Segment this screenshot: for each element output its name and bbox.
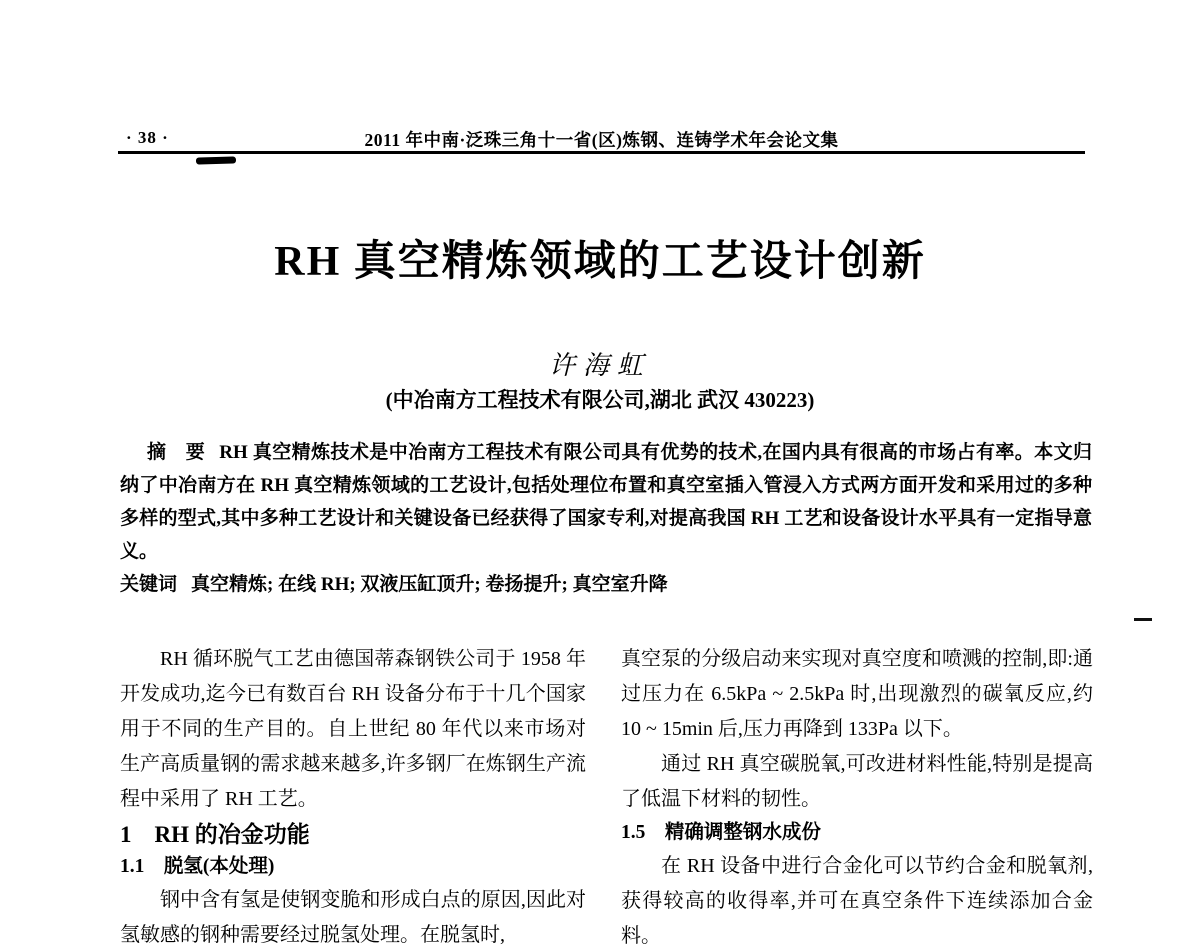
body-columns (120, 642, 1093, 952)
abstract-label: 摘 要 (147, 442, 206, 463)
page-number: · 38 · (126, 128, 169, 147)
section-heading-1: 1 RH 的冶金功能 (120, 822, 310, 847)
proceedings-title: 2011 年中南·泛珠三角十一省(区)炼钢、连铸学术年会论文集 (364, 130, 839, 150)
right-column (621, 642, 1093, 952)
body-paragraph: RH 循环脱气工艺由德国蒂森钢铁公司于 1958 年开发成功,迄今已有数百台 RH 设备分布于十几个国家用于不同的生产目的。自上世纪 80 年代以来市场对生产高质量钢的需求越来越多,许多钢厂在炼钢生产流程中采用了 RH 工艺。 (120, 648, 586, 810)
keywords-line (120, 568, 1092, 601)
section-heading-1-5: 1.5 精确调整钢水成份 (621, 822, 821, 843)
scan-artifact-blob (196, 156, 236, 164)
author-affiliation: (中冶南方工程技术有限公司,湖北 武汉 430223) (385, 388, 815, 412)
abstract-section (120, 436, 1092, 601)
page-header (118, 127, 1085, 149)
abstract-paragraph (120, 436, 1092, 568)
body-paragraph: 真空泵的分级启动来实现对真空度和喷溅的控制,即:通过压力在 6.5kPa ~ 2.5kPa 时,出现激烈的碳氧反应,约 10 ~ 15min 后,压力再降到 133Pa 以下。 (621, 648, 1093, 740)
keywords-label: 关键词 (120, 574, 178, 595)
header-rule (118, 151, 1085, 154)
left-column (120, 642, 586, 952)
section-heading-1-1: 1.1 脱氢(本处理) (120, 856, 275, 877)
scan-artifact-dash (1134, 618, 1152, 621)
body-paragraph: 钢中含有氢是使钢变脆和形成白点的原因,因此对氢敏感的钢种需要经过脱氢处理。在脱氢时, (120, 889, 586, 946)
keywords-text: 真空精炼; 在线 RH; 双液压缸顶升; 卷扬提升; 真空室升降 (191, 574, 668, 595)
author-name: 许海虹 (548, 351, 651, 380)
body-paragraph: 在 RH 设备中进行合金化可以节约合金和脱氧剂,获得较高的收得率,并可在真空条件下连续添加合金料。 (621, 855, 1093, 947)
abstract-text: RH 真空精炼技术是中冶南方工程技术有限公司具有优势的技术,在国内具有很高的市场占有率。本文归纳了中冶南方在 RH 真空精炼领域的工艺设计,包括处理位布置和真空室插入管浸入方式两方面开发和采用过的多种多样的型式,其中多种工艺设计和关键设备已经获得了国家专利,对提高我国 RH 工艺和设备设计水平具有一定指导意义。 (120, 442, 1092, 562)
paper-title: RH 真空精炼领域的工艺设计创新 (274, 239, 926, 285)
body-paragraph: 通过 RH 真空碳脱氧,可改进材料性能,特别是提高了低温下材料的韧性。 (621, 753, 1093, 810)
